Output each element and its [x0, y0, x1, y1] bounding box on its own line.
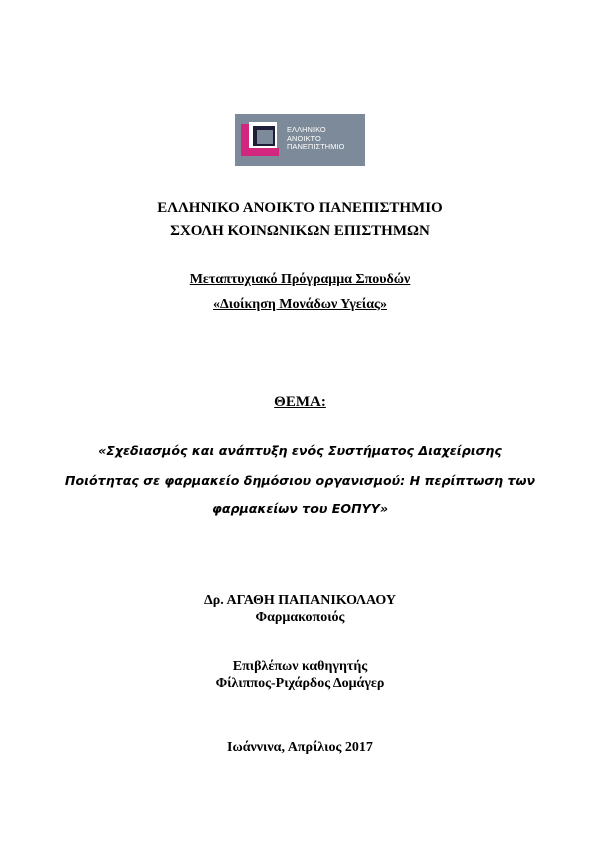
logo-text-line-1: ΕΛΛΗΝΙΚΟ	[287, 125, 326, 134]
thesis-title-line-1: «Σχεδιασμός και ανάπτυξη ενός Συστήματος Διαχείρισης	[98, 443, 502, 458]
school-name: ΣΧΟΛΗ ΚΟΙΝΩΝΙΚΩΝ ΕΠΙΣΤΗΜΩΝ	[170, 223, 430, 239]
author-name: Δρ. ΑΓΑΘΗ ΠΑΠΑΝΙΚΟΛΑΟΥ	[204, 593, 396, 608]
logo-text-line-2: ΑΝΟΙΚΤΟ	[287, 133, 321, 143]
logo-emblem-icon	[235, 114, 287, 166]
supervisor-label: Επιβλέπων καθηγητής	[232, 659, 368, 674]
author-role: Φαρμακοποιός	[255, 610, 345, 625]
program-name: Μεταπτυχιακό Πρόγραμμα Σπουδών	[189, 272, 411, 287]
program-title: «Διοίκηση Μονάδων Υγείας»	[213, 297, 387, 312]
supervisor-name: Φίλιππος-Ριχάρδος Δομάγερ	[215, 676, 385, 691]
logo-text	[287, 126, 345, 152]
thesis-title-line-2: Ποιότητας σε φαρμακείο δημόσιου οργανισμού: Η περίπτωση των	[64, 473, 536, 488]
thesis-title-line-3: φαρμακείων του ΕΟΠΥΥ»	[211, 501, 389, 516]
logo-text-line-3: ΠΑΝΕΠΙΣΤΗΜΙΟ	[287, 142, 345, 152]
subject-label: ΘΕΜΑ:	[274, 394, 326, 410]
place-date: Ιωάννινα, Απρίλιος 2017	[227, 740, 373, 755]
institution-name: ΕΛΛΗΝΙΚΟ ΑΝΟΙΚΤΟ ΠΑΝΕΠΙΣΤΗΜΙΟ	[157, 200, 443, 216]
university-logo	[235, 114, 365, 166]
